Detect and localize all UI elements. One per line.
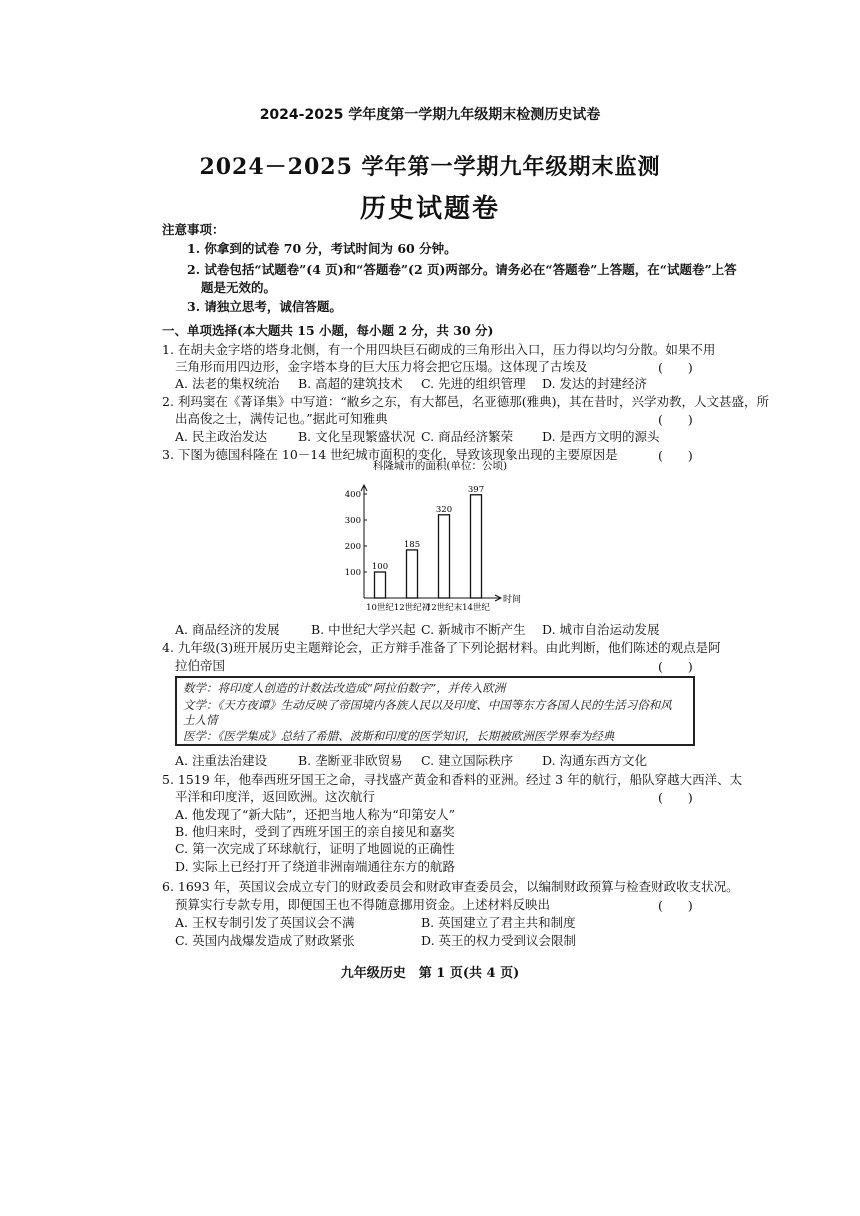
question-1-option-c: C. 先进的组织管理	[421, 376, 526, 391]
question-5-option-c: C. 第一次完成了环球航行，证明了地圆说的正确性	[175, 841, 455, 856]
question-3-stem: 3. 下图为德国科隆在 10－14 世纪城市面积的变化，导致该现象出现的主要原因是	[162, 447, 618, 462]
question-3-option-a: A. 商品经济的发展	[175, 622, 280, 637]
chart-svg	[340, 458, 540, 618]
data-label: 320	[435, 504, 453, 515]
answer-bracket: ( )	[658, 360, 693, 375]
question-2-option-d: D. 是西方文明的源头	[542, 429, 660, 444]
question-6-option-d: D. 英王的权力受到议会限制	[421, 933, 577, 948]
question-1-stem: 1. 在胡夫金字塔的塔身北侧，有一个用四块巨石砌成的三角形出入口，压力得以均匀分散。如果不用	[162, 342, 716, 357]
x-axis-label: 时间	[503, 595, 522, 605]
data-label: 397	[467, 484, 485, 495]
bar	[375, 572, 386, 598]
material-line: 文学：《天方夜谭》生动反映了帝国境内各族人民以及印度、中国等东方各国人民的生活习俗和风	[183, 698, 672, 712]
y-tick-label: 200	[344, 542, 361, 552]
data-label: 100	[371, 562, 389, 572]
question-4-option-d: D. 沟通东西方文化	[542, 753, 648, 768]
question-4-stem: 拉伯帝国	[175, 658, 226, 673]
question-6-option-a: A. 王权专制引发了英国议会不满	[175, 915, 355, 930]
question-5-stem: 5. 1519 年，他奉西班牙国王之命，寻找盛产黄金和香料的亚洲。经过 3 年的航行，船队穿越大西洋、太	[162, 772, 743, 787]
chart-title: 科隆城市的面积(单位：公顷)	[372, 460, 508, 472]
material-box	[175, 676, 695, 746]
question-4-option-c: C. 建立国际秩序	[421, 753, 514, 768]
question-1-stem: 三角形而用四边形，金字塔本身的巨大压力将会把它压塌。这体现了古埃及	[175, 359, 588, 374]
answer-bracket: ( )	[658, 790, 693, 805]
section-title: 一、单项选择(本大题共 15 小题，每小题 2 分，共 30 分)	[162, 323, 494, 338]
question-2-option-a: A. 民主政治发达	[175, 429, 267, 444]
y-tick-label: 300	[344, 516, 361, 526]
page-footer: 九年级历史 第 1 页(共 4 页)	[340, 966, 520, 981]
document-header: 2024-2025 学年度第一学期九年级期末检测历史试卷	[259, 107, 601, 123]
question-5-option-d: D. 实际上已经打开了绕道非洲南端通往东方的航路	[175, 859, 456, 874]
question-2-option-b: B. 文化呈现繁盛状况	[298, 429, 416, 444]
answer-bracket: ( )	[658, 898, 693, 913]
question-1-option-b: B. 高超的建筑技术	[298, 376, 403, 391]
x-tick-label: 14世纪	[462, 603, 490, 613]
question-3-option-b: B. 中世纪大学兴起	[311, 622, 416, 637]
notice-item: 2. 试卷包括“试题卷”(4 页)和“答题卷”(2 页)两部分。请务必在“答题卷”上答题，在“试题卷”上答	[187, 262, 737, 277]
question-6-option-c: C. 英国内战爆发造成了财政紧张	[175, 933, 355, 948]
x-tick-label: 12世纪末	[425, 603, 463, 613]
question-1-option-d: D. 发达的封建经济	[542, 376, 648, 391]
notice-heading: 注意事项：	[162, 222, 225, 237]
question-5-stem: 平洋和印度洋，返回欧洲。这次航行	[175, 789, 376, 804]
question-6-option-b: B. 英国建立了君主共和制度	[421, 915, 576, 930]
question-2-stem: 2. 利玛窦在《菁译集》中写道：“敝乡之东，有大都邑，名亚德那(雅典)，其在昔时，兴学劝教，人文甚盛，所	[162, 394, 770, 409]
bar	[439, 515, 450, 598]
y-tick-label: 100	[344, 568, 361, 578]
question-4-option-b: B. 垄断亚非欧贸易	[298, 753, 403, 768]
question-3-option-d: D. 城市自治运动发展	[542, 622, 660, 637]
notice-item: 3. 请独立思考，诚信答题。	[187, 299, 342, 314]
material-line: 医学：《医学集成》总结了希腊、波斯和印度的医学知识，长期被欧洲医学界奉为经典	[183, 729, 615, 743]
y-tick-label: 400	[344, 490, 361, 500]
question-6-stem: 预算实行专款专用，即便国王也不得随意挪用资金。上述材料反映出	[175, 897, 551, 912]
question-4-stem: 4. 九年级(3)班开展历史主题辩论会，正方辩手准备了下列论据材料。由此判断，他们陈述的观点是阿	[162, 640, 721, 655]
question-3-option-c: C. 新城市不断产生	[421, 622, 526, 637]
answer-bracket: ( )	[658, 659, 693, 674]
question-5-option-a: A. 他发现了“新大陆”，还把当地人称为“印第安人”	[175, 807, 456, 822]
bar	[471, 495, 482, 598]
subject-title: 历史试题卷	[359, 194, 500, 224]
notice-item: 题是无效的。	[201, 280, 277, 295]
material-line: 土人情	[183, 713, 218, 727]
exam-title: 2024－2025 学年第一学期九年级期末监测	[199, 154, 661, 180]
question-4-option-a: A. 注重法治建设	[175, 753, 267, 768]
bar-chart	[340, 458, 540, 618]
x-tick-label: 10世纪	[366, 603, 394, 613]
answer-bracket: ( )	[658, 412, 693, 427]
material-line: 数学：将印度人创造的计数法改造成“阿拉伯数字”，并传入欧洲	[183, 681, 506, 695]
question-2-stem: 出高俊之士，满传记也。”据此可知雅典	[175, 411, 388, 426]
data-label: 185	[403, 539, 421, 550]
notice-item: 1. 你拿到的试卷 70 分，考试时间为 60 分钟。	[187, 241, 457, 256]
x-tick-label: 12世纪初	[393, 603, 431, 613]
question-1-option-a: A. 法老的集权统治	[175, 376, 280, 391]
question-2-option-c: C. 商品经济繁荣	[421, 429, 514, 444]
bar	[407, 550, 418, 598]
answer-bracket: ( )	[658, 448, 693, 463]
question-5-option-b: B. 他归来时，受到了西班牙国王的亲自接见和嘉奖	[175, 824, 455, 839]
question-6-stem: 6. 1693 年，英国议会成立专门的财政委员会和财政审查委员会，以编制财政预算与检查财政收支状况。	[162, 879, 739, 894]
